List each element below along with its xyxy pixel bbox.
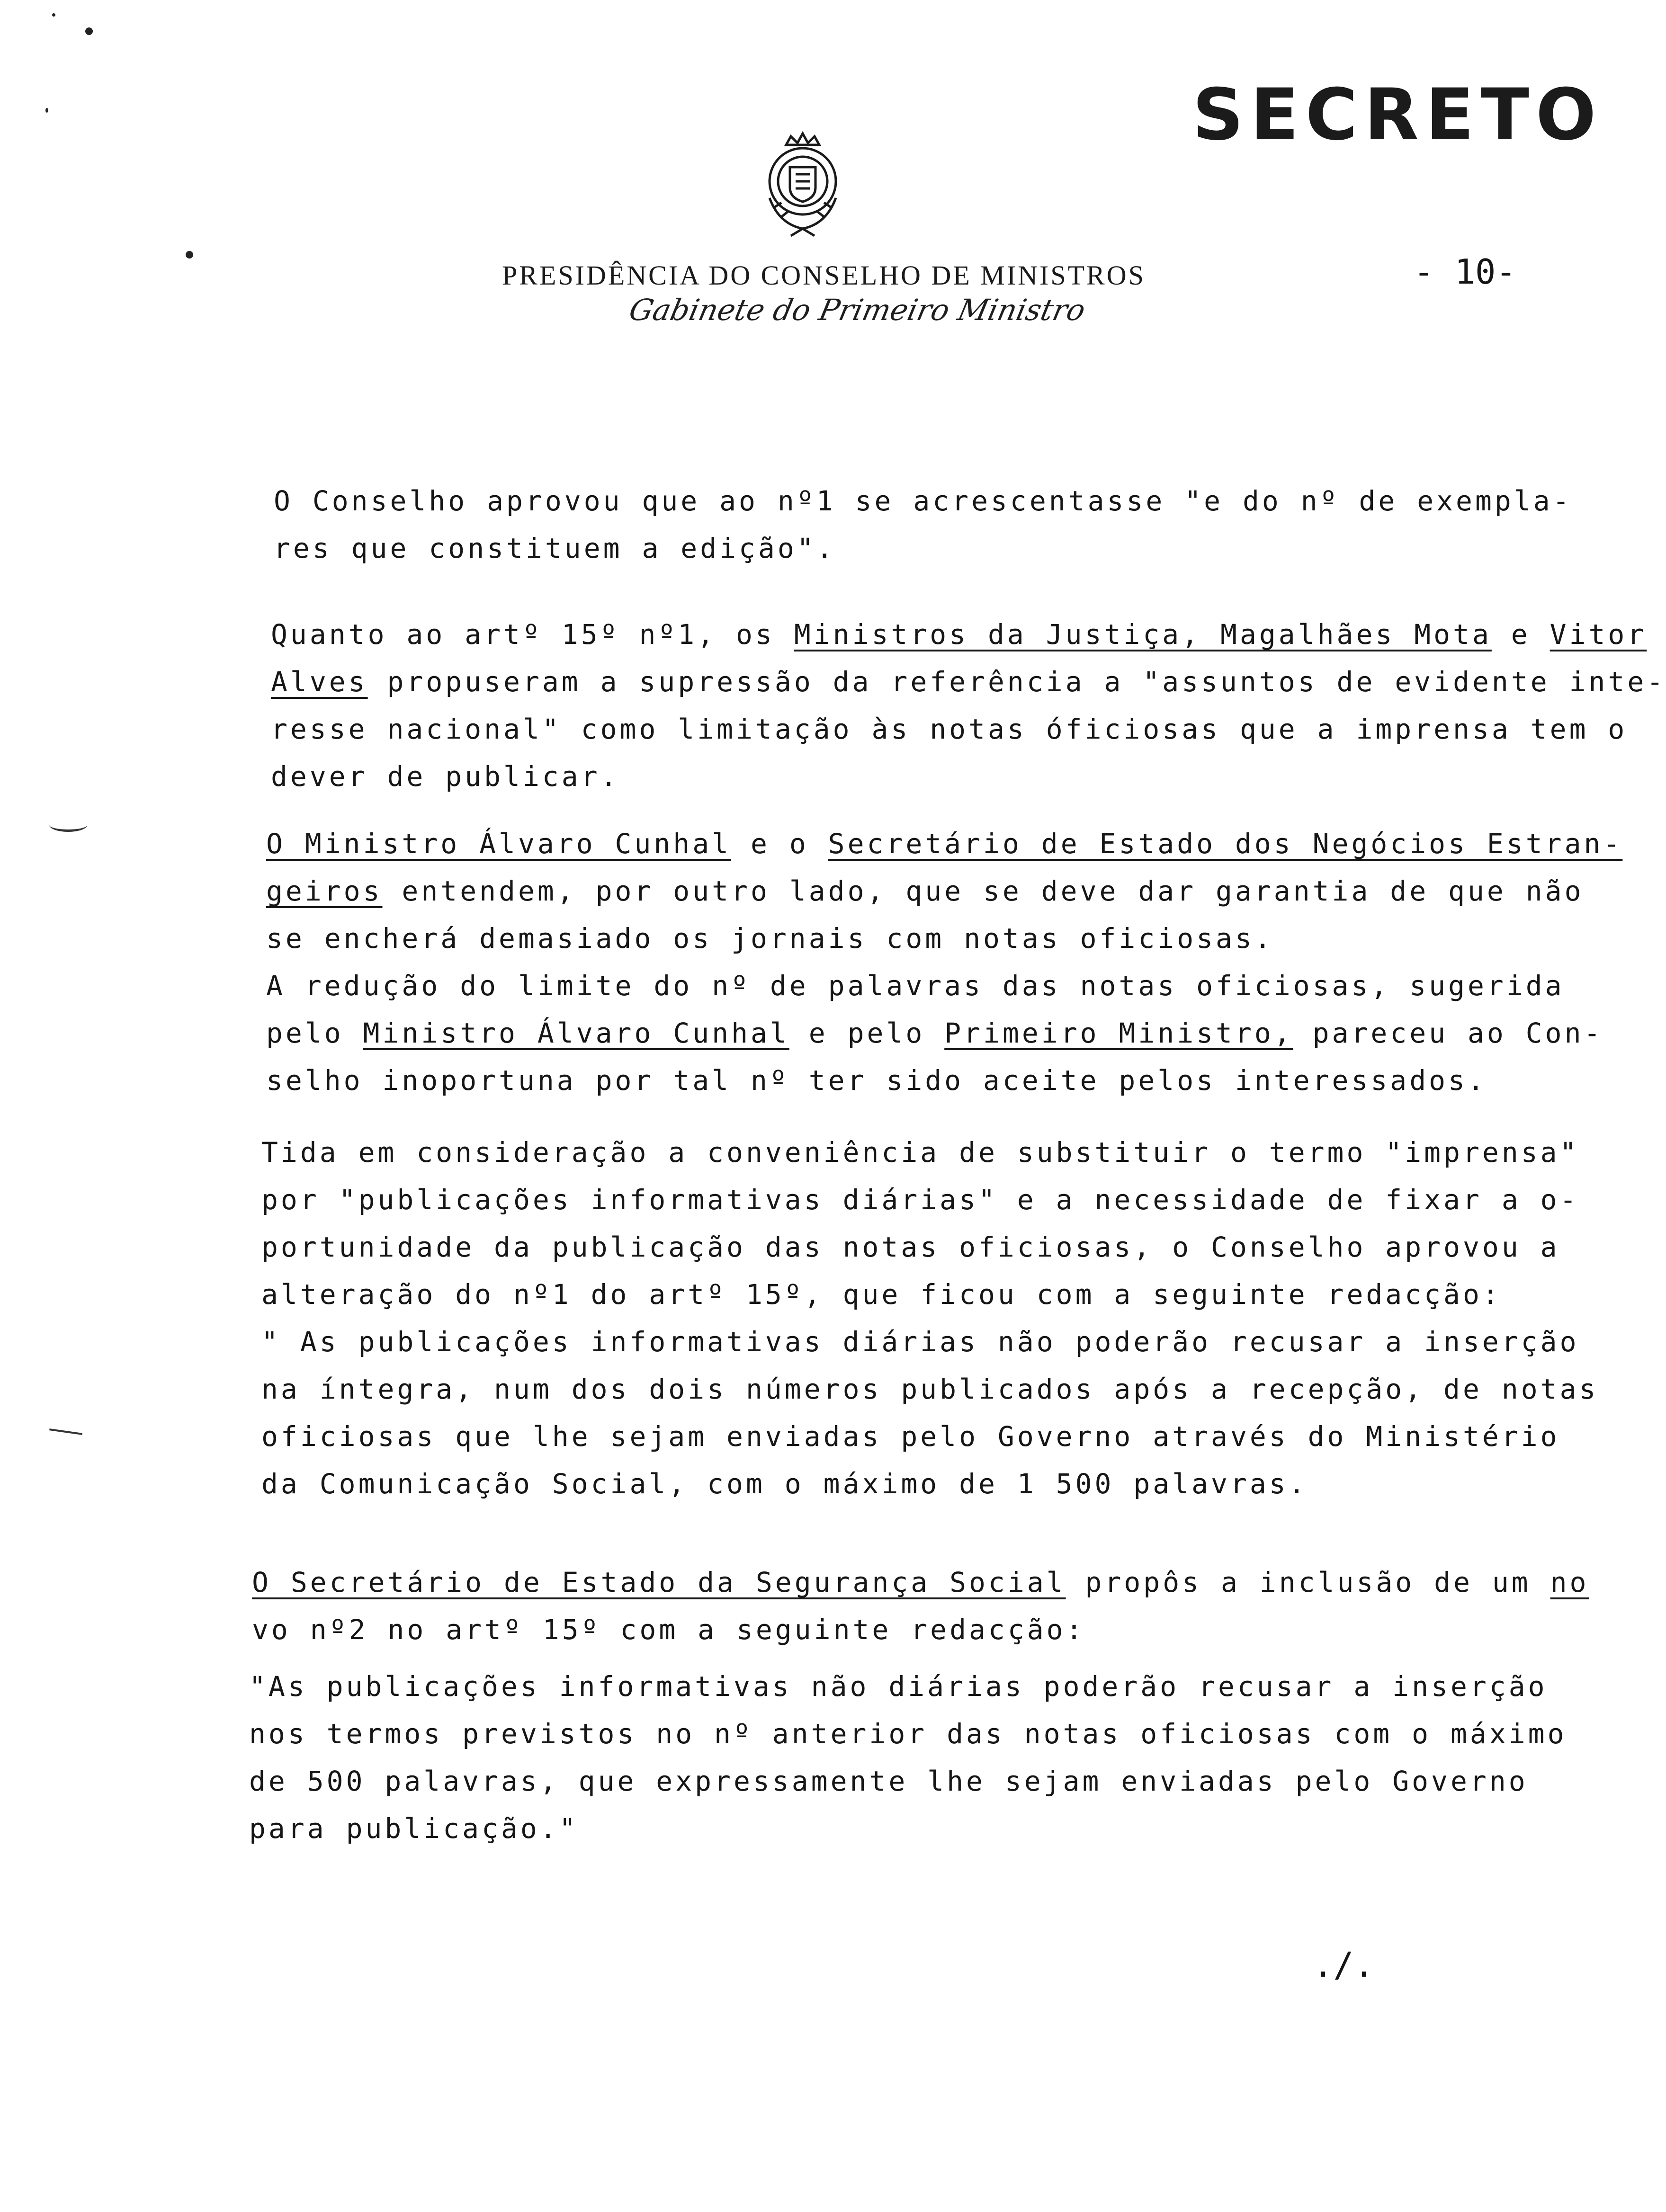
text-segment: vo nº2 no artº 15º com a seguinte redacção: xyxy=(252,1614,1085,1646)
underlined-text: Vitor xyxy=(1550,618,1647,651)
underlined-text: Primeiro Ministro, xyxy=(944,1017,1293,1049)
text-line xyxy=(271,753,1666,800)
text-line xyxy=(266,820,1622,867)
paragraph xyxy=(261,1129,1598,1507)
text-segment: alteração do nº1 do artº 15º, que ficou com a seguinte redacção: xyxy=(261,1278,1502,1311)
paragraph xyxy=(274,477,1572,572)
text-segment: portunidade da publicação das notas oficiosas, o Conselho aprovou a xyxy=(261,1231,1560,1263)
text-segment: e xyxy=(1491,618,1550,651)
underlined-text: no xyxy=(1550,1566,1589,1598)
margin-mark xyxy=(49,818,87,832)
underlined-text: geiros xyxy=(266,875,383,907)
continuation-mark: ./. xyxy=(1313,1945,1375,1985)
text-line xyxy=(249,1663,1567,1710)
text-segment: resse nacional" como limitação às notas óficiosas que a imprensa tem o xyxy=(271,713,1628,745)
text-segment: e o xyxy=(731,828,828,860)
text-segment: nos termos previstos no nº anterior das notas oficiosas com o máximo xyxy=(249,1718,1567,1750)
text-segment: pareceu ao Con- xyxy=(1293,1017,1603,1049)
paragraph xyxy=(266,820,1622,1104)
text-segment: selho inoportuna por tal nº ter sido aceite pelos interessados. xyxy=(266,1064,1487,1097)
text-line xyxy=(266,1057,1622,1104)
text-line xyxy=(261,1223,1598,1271)
text-line xyxy=(261,1413,1598,1460)
text-line xyxy=(271,705,1666,753)
paragraph xyxy=(252,1559,1589,1653)
paragraph xyxy=(271,611,1666,800)
classification-stamp: SECRETO xyxy=(1192,74,1603,156)
institution-heading: PRESIDÊNCIA DO CONSELHO DE MINISTROS xyxy=(502,260,1146,291)
text-line xyxy=(261,1176,1598,1223)
underlined-text: Ministro Álvaro Cunhal xyxy=(363,1017,789,1049)
text-line xyxy=(266,1009,1622,1057)
underlined-text: Secretário de Estado dos Negócios Estran- xyxy=(828,828,1623,860)
text-line xyxy=(266,867,1622,915)
text-segment: para publicação." xyxy=(249,1812,579,1845)
text-line xyxy=(271,658,1666,705)
text-segment: oficiosas que lhe sejam enviadas pelo Governo através do Ministério xyxy=(261,1420,1560,1453)
scan-speck xyxy=(85,27,93,35)
text-segment: O Conselho aprovou que ao nº1 se acrescentasse "e do nº de exempla- xyxy=(274,485,1572,517)
text-segment: se encherá demasiado os jornais com notas oficiosas. xyxy=(266,922,1274,954)
text-segment: e pelo xyxy=(789,1017,945,1049)
text-segment: pelo xyxy=(266,1017,363,1049)
text-line xyxy=(261,1365,1598,1413)
text-segment: da Comunicação Social, com o máximo de 1 500 palavras. xyxy=(261,1468,1308,1500)
text-line xyxy=(271,611,1666,658)
paragraph xyxy=(249,1663,1567,1852)
text-line xyxy=(274,477,1572,525)
text-segment: res que constituem a edição". xyxy=(274,532,836,564)
text-line xyxy=(261,1318,1598,1365)
coat-of-arms-icon xyxy=(748,127,857,245)
text-line xyxy=(261,1460,1598,1507)
text-segment: propôs a inclusão de um xyxy=(1066,1566,1550,1598)
text-line xyxy=(266,915,1622,962)
margin-mark xyxy=(49,1428,82,1435)
scan-speck xyxy=(45,108,48,113)
text-line xyxy=(261,1271,1598,1318)
text-line xyxy=(252,1559,1589,1606)
text-line xyxy=(249,1757,1567,1805)
page-number: - 10- xyxy=(1414,252,1516,292)
text-segment: A redução do limite do nº de palavras das notas oficiosas, sugerida xyxy=(266,970,1565,1002)
text-segment: entendem, por outro lado, que se deve dar garantia de que não xyxy=(382,875,1584,907)
text-line xyxy=(274,525,1572,572)
text-line xyxy=(261,1129,1598,1176)
text-segment: de 500 palavras, que expressamente lhe sejam enviadas pelo Governo xyxy=(249,1765,1528,1797)
text-segment: na íntegra, num dos dois números publicados após a recepção, de notas xyxy=(261,1373,1599,1405)
underlined-text: Alves xyxy=(271,666,368,698)
text-segment: dever de publicar. xyxy=(271,760,620,793)
underlined-text: O Secretário de Estado da Segurança Social xyxy=(252,1566,1066,1598)
text-segment: " As publicações informativas diárias não poderão recusar a inserção xyxy=(261,1326,1579,1358)
cabinet-signature-line: Gabinete do Primeiro Ministro xyxy=(626,293,1089,327)
text-segment: Quanto ao artº 15º nº1, os xyxy=(271,618,794,651)
underlined-text: O Ministro Álvaro Cunhal xyxy=(266,828,732,860)
text-line xyxy=(252,1606,1589,1653)
text-segment: por "publicações informativas diárias" e a necessidade de fixar a o- xyxy=(261,1184,1579,1216)
text-line xyxy=(249,1805,1567,1852)
text-line xyxy=(266,962,1622,1009)
scan-speck xyxy=(186,251,193,259)
scan-speck xyxy=(52,13,55,17)
text-line xyxy=(249,1710,1567,1757)
text-segment: "As publicações informativas não diárias poderão recusar a inserção xyxy=(249,1670,1548,1703)
underlined-text: Ministros da Justiça, Magalhães Mota xyxy=(794,618,1492,651)
text-segment: Tida em consideração a conveniência de substituir o termo "imprensa" xyxy=(261,1136,1579,1168)
text-segment: propuseram a supressão da referência a "assuntos de evidente inte- xyxy=(367,666,1666,698)
